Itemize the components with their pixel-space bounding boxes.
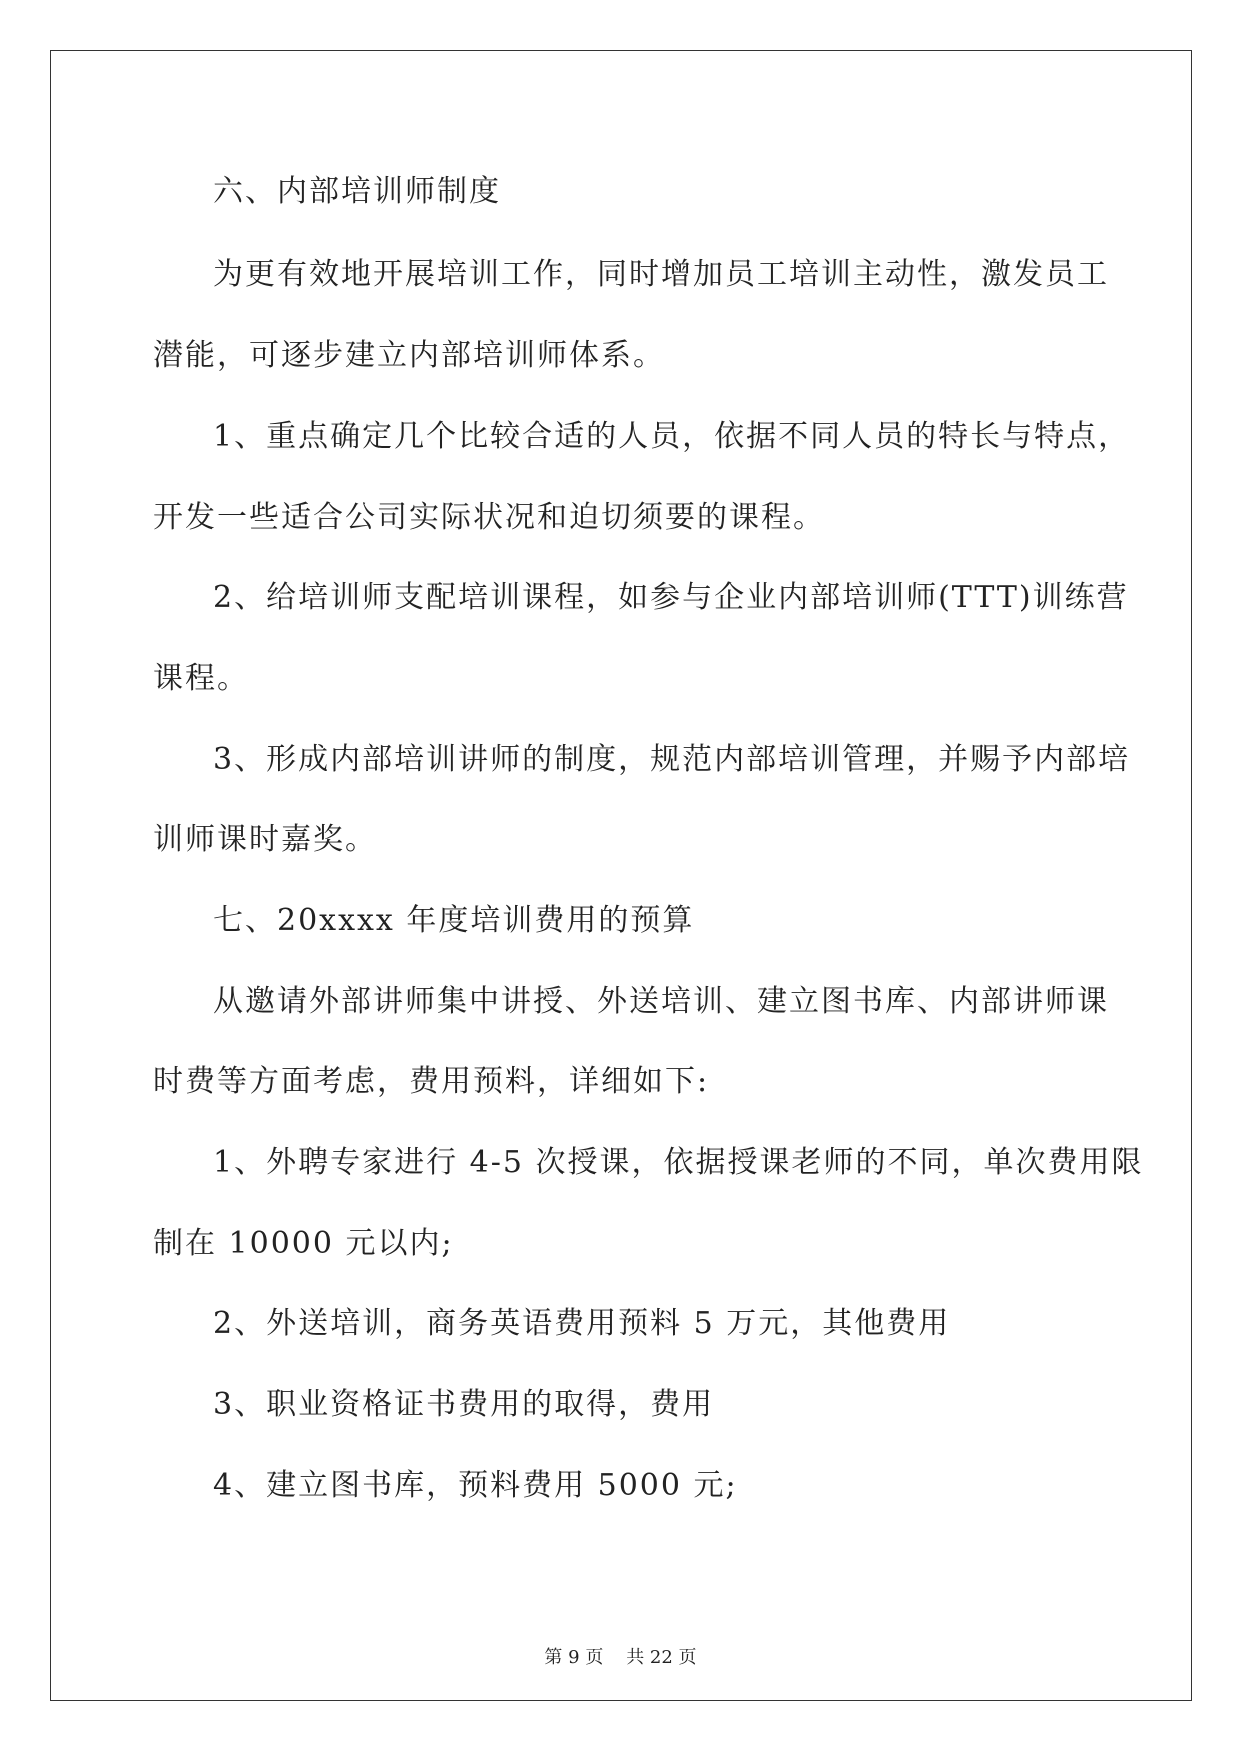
paragraph-line: 为更有效地开展培训工作，同时增加员工培训主动性，激发员工 bbox=[213, 257, 1109, 292]
paragraph-line: 1、重点确定几个比较合适的人员，依据不同人员的特长与特点， bbox=[213, 419, 1131, 454]
section-heading-7: 七、20xxxx 年度培训费用的预算 bbox=[213, 903, 695, 938]
paragraph-line: 时费等方面考虑，费用预料，详细如下: bbox=[153, 1064, 710, 1099]
page-footer bbox=[0, 1646, 1241, 1670]
paragraph-line: 3、职业资格证书费用的取得，费用 bbox=[213, 1387, 715, 1422]
paragraph-line: 开发一些适合公司实际状况和迫切须要的课程。 bbox=[153, 500, 825, 535]
paragraph-line: 2、给培训师支配培训课程，如参与企业内部培训师(TTT)训练营 bbox=[213, 580, 1129, 615]
section-heading-6: 六、内部培训师制度 bbox=[213, 174, 501, 209]
page-number-label: 第 9 页 共 22 页 bbox=[544, 1647, 697, 1668]
paragraph-line: 制在 10000 元以内; bbox=[153, 1226, 454, 1261]
paragraph-line: 1、外聘专家进行 4-5 次授课，依据授课老师的不同，单次费用限 bbox=[213, 1145, 1144, 1180]
page-border bbox=[50, 50, 1192, 1701]
paragraph-line: 4、建立图书库，预料费用 5000 元; bbox=[213, 1468, 738, 1503]
paragraph-line: 潜能，可逐步建立内部培训师体系。 bbox=[153, 338, 665, 373]
paragraph-line: 训师课时嘉奖。 bbox=[153, 822, 377, 857]
paragraph-line: 2、外送培训，商务英语费用预料 5 万元，其他费用 bbox=[213, 1306, 951, 1341]
paragraph-line: 从邀请外部讲师集中讲授、外送培训、建立图书库、内部讲师课 bbox=[213, 984, 1109, 1019]
paragraph-line: 课程。 bbox=[153, 661, 249, 696]
paragraph-line: 3、形成内部培训讲师的制度，规范内部培训管理，并赐予内部培 bbox=[213, 742, 1131, 777]
